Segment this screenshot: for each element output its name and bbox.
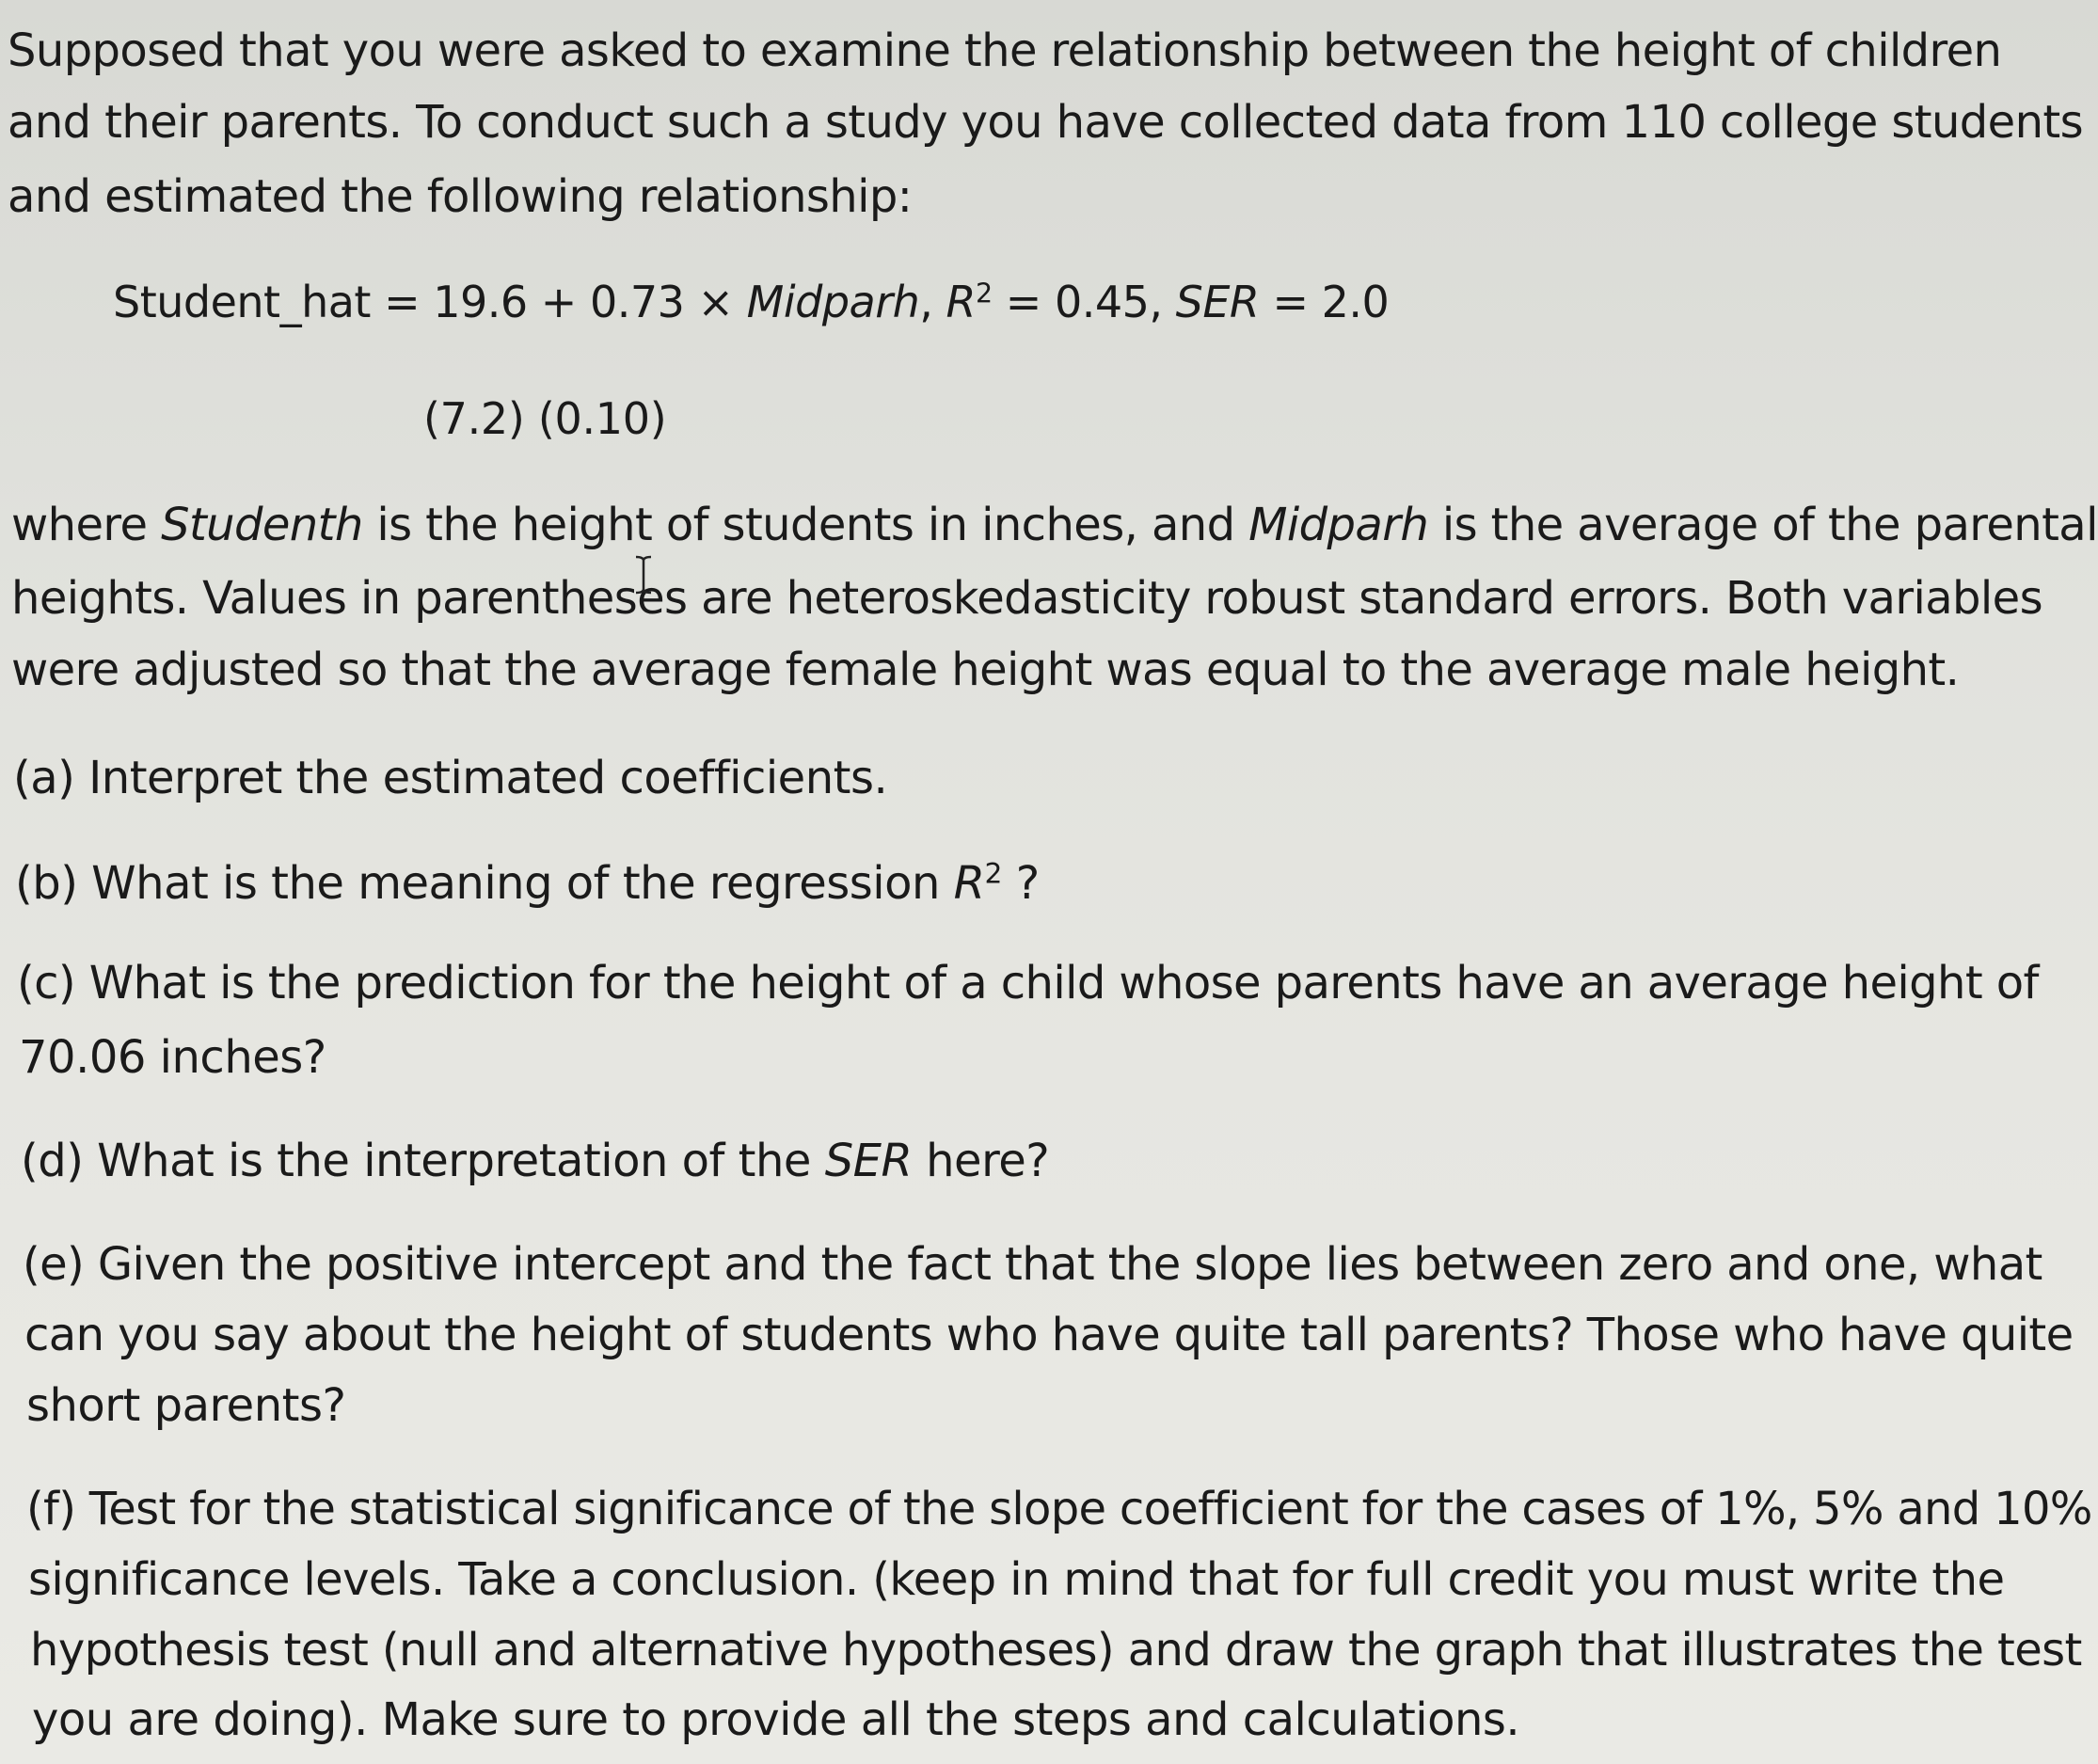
question-b-end: ? [1001, 857, 1040, 910]
r-squared-symbol: R [946, 277, 977, 327]
question-c-line-2: 70.06 inches? [19, 1031, 326, 1084]
where-line-2: heights. Values in parentheses are heteroskedasticity robust standard errors. Both variables [11, 572, 2042, 625]
r-squared-value: = 0.45, [992, 277, 1176, 327]
question-f-line-3: hypothesis test (null and alternative hypotheses) and draw the graph that illustrates the test [30, 1624, 2082, 1677]
question-e-line-2: can you say about the height of students who have quite tall parents? Those who have quite [24, 1309, 2074, 1361]
question-f-line-2: significance levels. Take a conclusion. (keep in mind that for full credit you must write the [28, 1553, 2005, 1606]
question-b [15, 857, 1040, 910]
standard-errors: (7.2) (0.10) [423, 393, 667, 444]
where-var-studenth: Studenth [161, 499, 363, 551]
equation-separator: , [919, 277, 946, 327]
where-text-b: is the height of students in inches, and [362, 499, 1249, 551]
question-d-end: here? [912, 1135, 1050, 1187]
question-d [21, 1135, 1050, 1187]
regression-equation [113, 277, 1390, 327]
where-text-c: is the average of the parental [1428, 499, 2098, 551]
question-f-line-1: (f) Test for the statistical significance of the slope coefficient for the cases of 1%, 5% and 10% [26, 1483, 2092, 1535]
r-squared-exponent: 2 [976, 278, 993, 310]
question-b-exponent: 2 [984, 857, 1002, 891]
question-c-line-1: (c) What is the prediction for the height of a child whose parents have an average height of [17, 957, 2039, 1009]
equation-lhs: Student_hat = 19.6 + 0.73 × [113, 277, 747, 327]
intro-line-3: and estimated the following relationship: [8, 170, 913, 223]
question-e-line-1: (e) Given the positive intercept and the fact that the slope lies between zero and one, what [23, 1238, 2042, 1291]
where-line-3: were adjusted so that the average female height was equal to the average male height. [11, 644, 1960, 696]
text-cursor-icon [634, 555, 653, 595]
where-line-1 [11, 499, 2098, 551]
ser-symbol: SER [1175, 277, 1260, 327]
question-f-line-4: you are doing). Make sure to provide all the steps and calculations. [32, 1693, 1520, 1746]
question-d-ser-symbol: SER [824, 1135, 913, 1187]
where-text-a: where [11, 499, 162, 551]
question-b-text: (b) What is the meaning of the regression [15, 857, 954, 910]
intro-line-2: and their parents. To conduct such a study you have collected data from 110 college students [8, 96, 2084, 149]
where-var-midparh: Midparh [1248, 499, 1429, 551]
question-e-line-3: short parents? [26, 1379, 346, 1432]
equation-variable: Midparh [746, 277, 920, 327]
question-b-r-symbol: R [953, 857, 985, 910]
question-a: (a) Interpret the estimated coefficients. [13, 752, 888, 804]
intro-line-1: Supposed that you were asked to examine the relationship between the height of children [8, 24, 2002, 77]
ser-value: = 2.0 [1259, 277, 1390, 327]
question-d-text: (d) What is the interpretation of the [21, 1135, 825, 1187]
